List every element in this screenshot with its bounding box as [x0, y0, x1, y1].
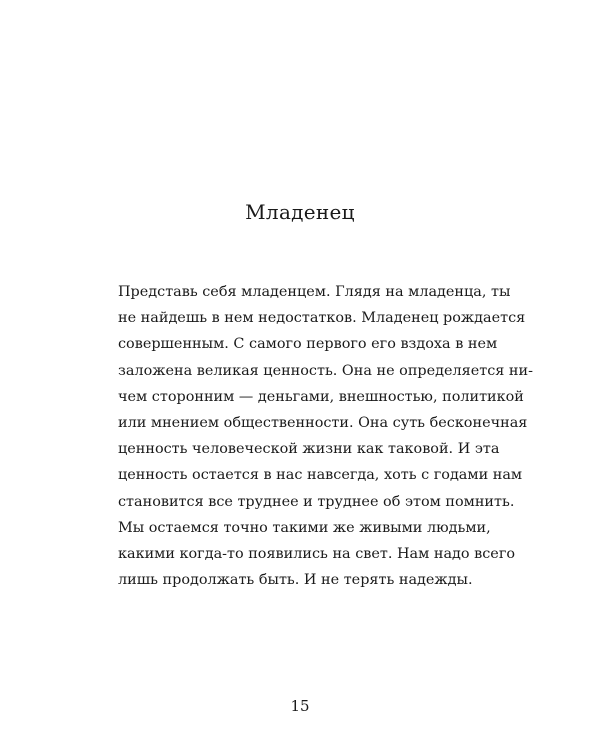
- text-line: совершенным. С самого первого его вздоха в нем: [118, 336, 498, 353]
- text-line: заложена великая ценность. Она не определяется ни-: [118, 362, 533, 379]
- page-number: 15: [290, 697, 310, 715]
- body-paragraph: [118, 279, 533, 593]
- text-line: Представь себя младенцем. Глядя на младенца, ты: [118, 284, 511, 300]
- text-line: лишь продолжать быть. И не терять надежды.: [118, 572, 473, 589]
- text-line: ценность остается в нас навсегда, хоть с годами нам: [118, 467, 523, 484]
- text-line: ценность человеческой жизни как таковой. И эта: [118, 441, 500, 458]
- text-line: или мнением общественности. Она суть бесконечная: [118, 415, 528, 432]
- text-line: не найдешь в нем недостатков. Младенец рождается: [118, 310, 526, 327]
- text-line: становится все труднее и труднее об этом помнить.: [118, 493, 515, 510]
- text-line: какими когда-то появились на свет. Нам надо всего: [118, 546, 516, 563]
- text-line: чем сторонним — деньгами, внешностью, политикой: [118, 388, 524, 405]
- chapter-title: Младенец: [245, 200, 355, 224]
- text-line: Мы остаемся точно такими же живыми людьми,: [118, 519, 491, 536]
